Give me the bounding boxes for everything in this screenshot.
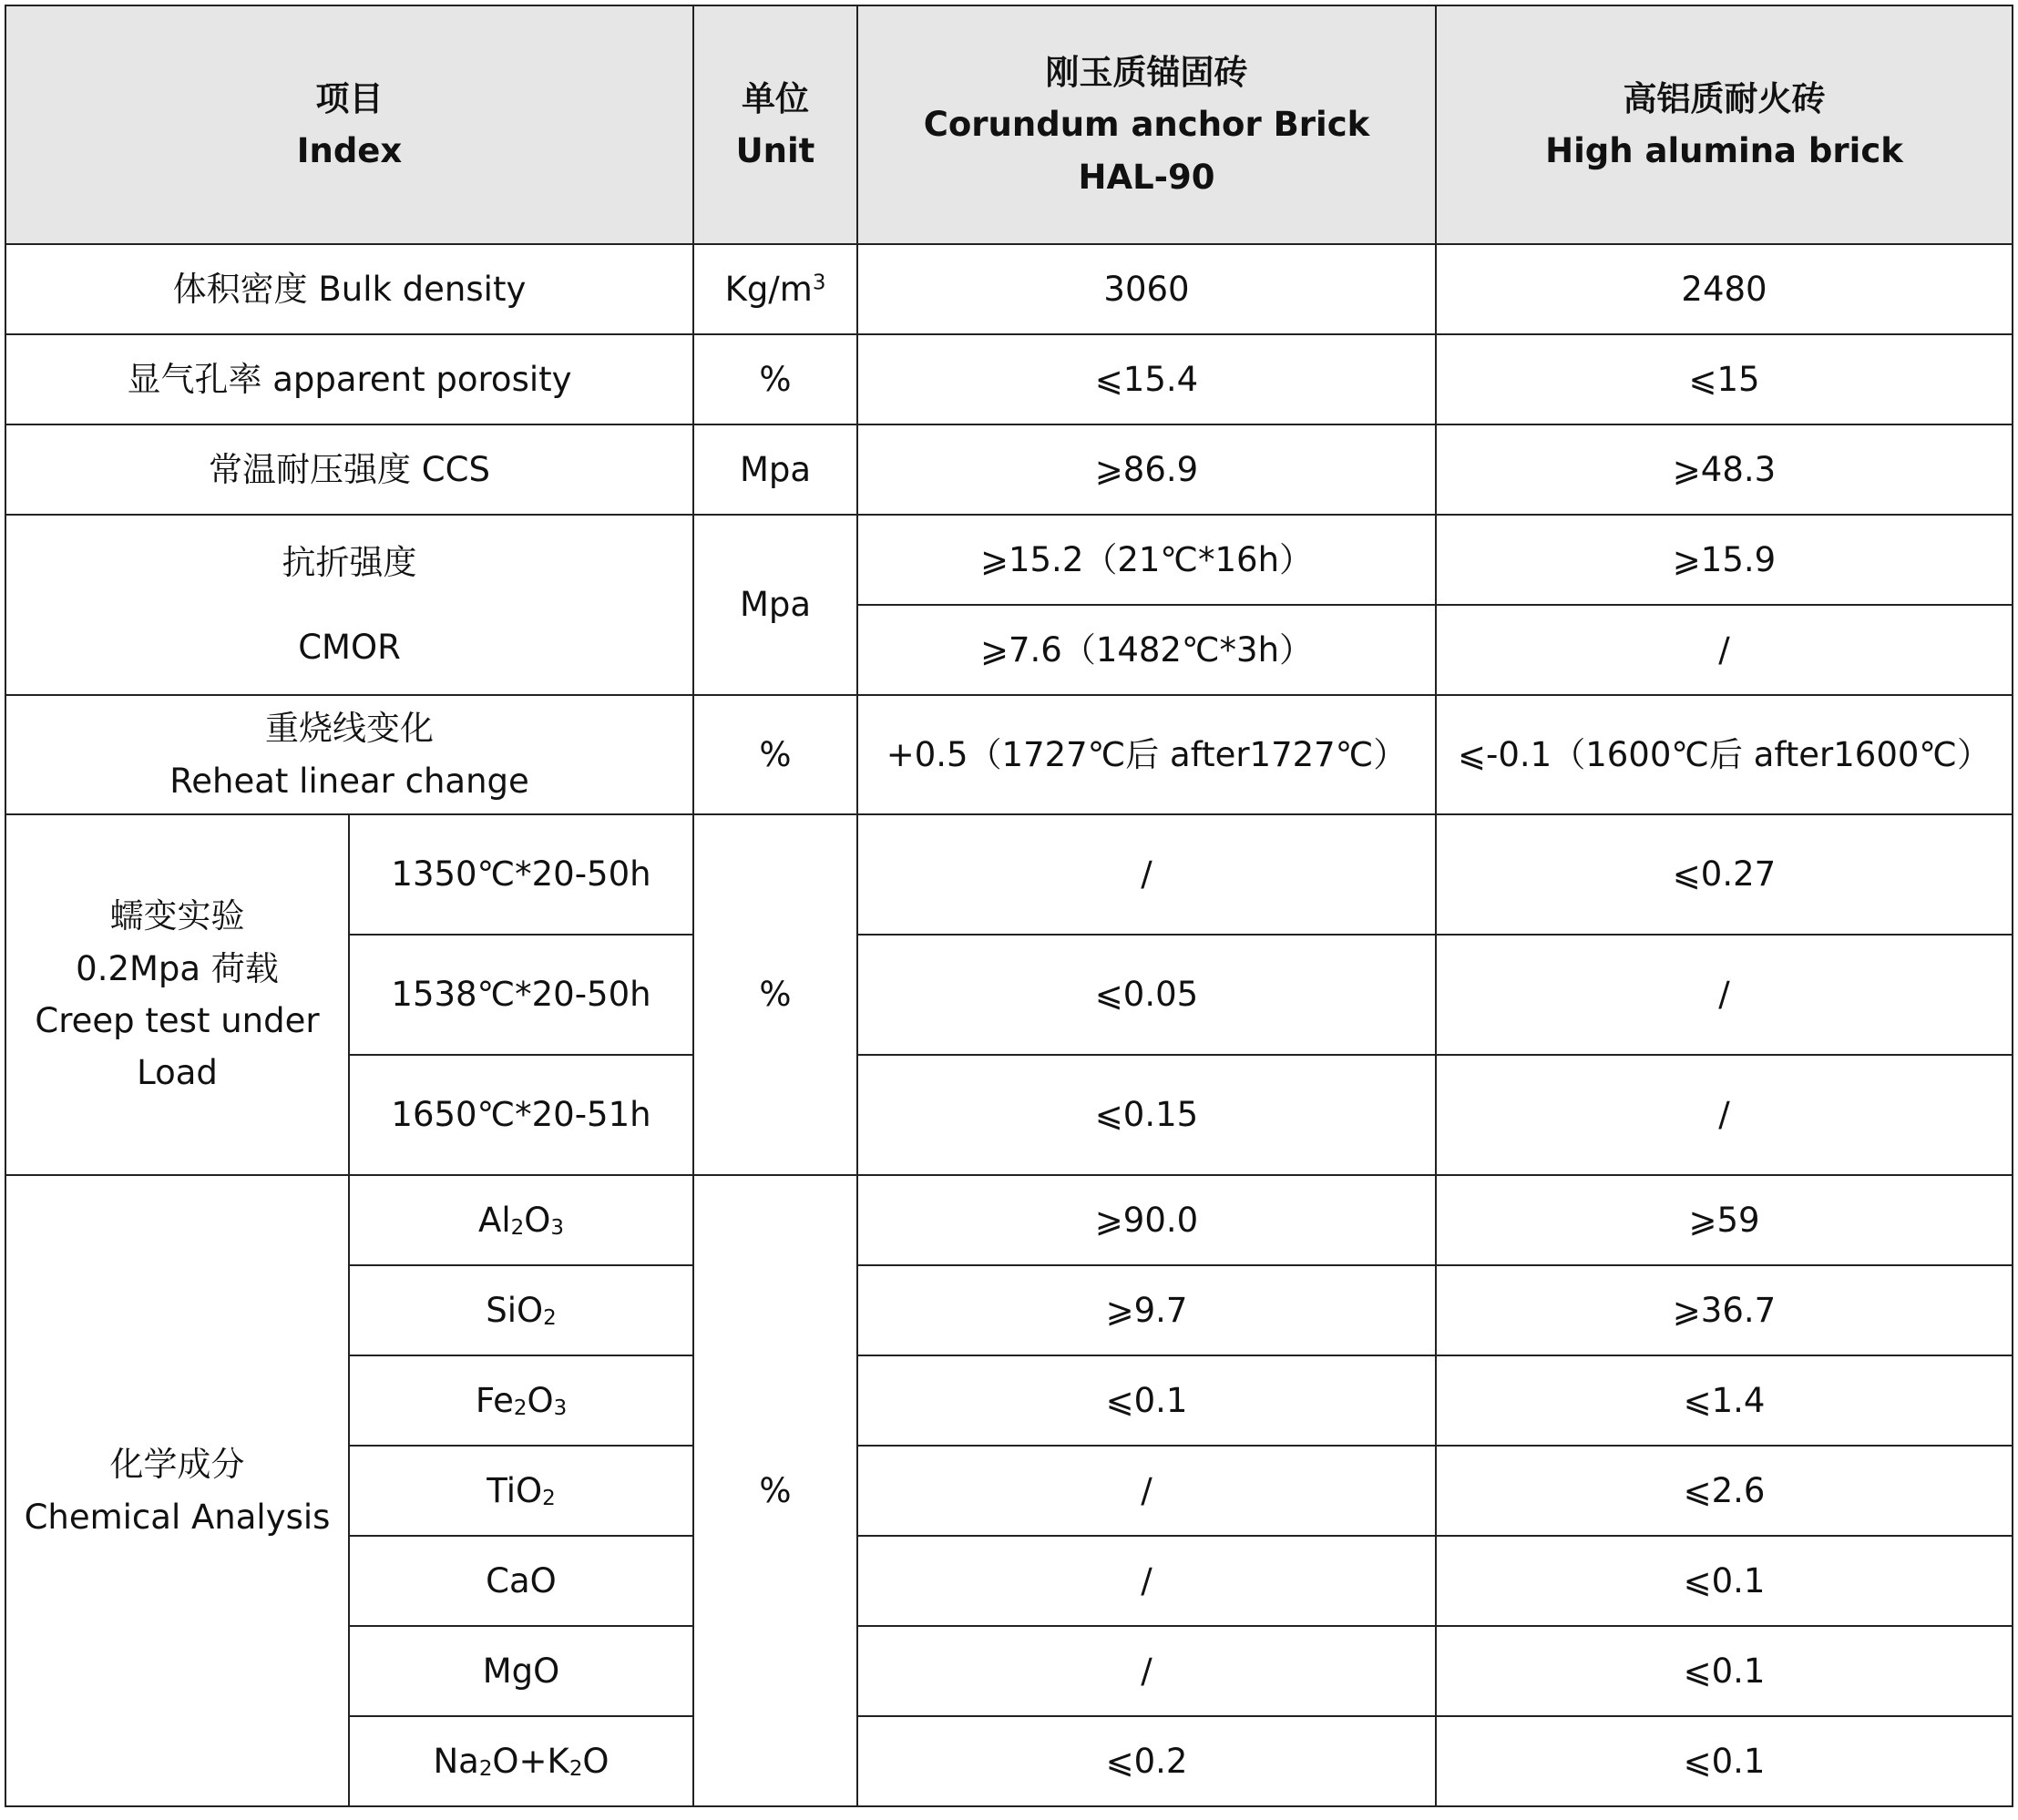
header-col2-en: High alumina brick	[1545, 131, 1903, 170]
reheat-unit: %	[693, 695, 857, 814]
creep-cond-3: 1650℃*20-51h	[349, 1055, 693, 1175]
table-row-porosity	[5, 334, 2013, 424]
creep-unit: %	[693, 814, 857, 1175]
cmor-row1-col2: ⩾15.9	[1436, 515, 2013, 605]
porosity-col1: ⩽15.4	[857, 334, 1436, 424]
porosity-label: 显气孔率 apparent porosity	[5, 334, 693, 424]
ccs-col1: ⩾86.9	[857, 424, 1436, 515]
header-unit-zh: 单位	[742, 78, 809, 118]
chemical-label	[5, 1175, 349, 1806]
cmor-unit: Mpa	[693, 515, 857, 695]
reheat-label-en: Reheat linear change	[169, 761, 529, 801]
header-index-en: Index	[296, 131, 403, 170]
reheat-label	[5, 695, 693, 814]
chem-cao-col2: ⩽0.1	[1436, 1536, 2013, 1626]
cmor-label-zh: 抗折强度	[282, 542, 417, 582]
table-row-chem-al2o3	[5, 1175, 2013, 1265]
chemical-unit: %	[693, 1175, 857, 1806]
chem-sio2-col2: ⩾36.7	[1436, 1265, 2013, 1355]
chem-na2o-k2o-col1: ⩽0.2	[857, 1716, 1436, 1806]
bulk-density-col2: 2480	[1436, 244, 2013, 334]
table-row-creep-1	[5, 814, 2013, 935]
creep-2-col2: /	[1436, 935, 2013, 1055]
creep-3-col1: ⩽0.15	[857, 1055, 1436, 1175]
cmor-row2-col2: /	[1436, 605, 2013, 695]
ccs-unit: Mpa	[693, 424, 857, 515]
chem-formula-al2o3: $Al_2O_3$	[349, 1175, 693, 1265]
header-unit-en: Unit	[735, 131, 815, 170]
chem-fe2o3-col1: ⩽0.1	[857, 1355, 1436, 1446]
creep-cond-2: 1538℃*20-50h	[349, 935, 693, 1055]
chem-tio2-col2: ⩽2.6	[1436, 1446, 2013, 1536]
chem-formula-tio2: TiO$_2$	[349, 1446, 693, 1536]
bulk-density-col1: 3060	[857, 244, 1436, 334]
porosity-unit: %	[693, 334, 857, 424]
creep-cond-1: 1350℃*20-50h	[349, 814, 693, 935]
header-unit	[693, 5, 857, 244]
creep-2-col1: ⩽0.05	[857, 935, 1436, 1055]
chem-tio2-col1: /	[857, 1446, 1436, 1536]
porosity-col2: ⩽15	[1436, 334, 2013, 424]
header-row	[5, 5, 2013, 244]
bulk-density-unit	[693, 244, 857, 334]
ccs-label: 常温耐压强度 CCS	[5, 424, 693, 515]
chem-al2o3-col1: ⩾90.0	[857, 1175, 1436, 1265]
creep-label	[5, 814, 349, 1175]
creep-label-l1: 蠕变实验	[109, 896, 245, 936]
creep-1-col2: ⩽0.27	[1436, 814, 2013, 935]
header-col1-en: Corundum anchor Brick	[923, 105, 1370, 145]
chem-cao-col1: /	[857, 1536, 1436, 1626]
header-col2-zh: 高铝质耐火砖	[1623, 78, 1826, 118]
table-row-reheat	[5, 695, 2013, 814]
creep-3-col2: /	[1436, 1055, 2013, 1175]
header-high-alumina-brick	[1436, 5, 2013, 244]
header-col1-zh: 刚玉质锚固砖	[1045, 52, 1248, 92]
chem-fe2o3-col2: ⩽1.4	[1436, 1355, 2013, 1446]
bulk-density-label: 体积密度 Bulk density	[5, 244, 693, 334]
creep-1-col1: /	[857, 814, 1436, 935]
bulk-density-unit-sup: 3	[812, 271, 826, 295]
cmor-label-en: CMOR	[298, 628, 401, 667]
chem-formula-mgo: MgO	[349, 1626, 693, 1716]
cmor-label	[5, 515, 693, 695]
chemical-label-zh: 化学成分	[109, 1445, 245, 1485]
cmor-row1-col1: ⩾15.2（21℃*16h）	[857, 515, 1436, 605]
header-index	[5, 5, 693, 244]
chem-formula-cao: CaO	[349, 1536, 693, 1626]
reheat-col2: ⩽-0.1（1600℃后 after1600℃）	[1436, 695, 2013, 814]
header-index-zh: 项目	[315, 78, 384, 118]
chem-formula-fe2o3: $Fe_2O_3$	[349, 1355, 693, 1446]
chemical-label-en: Chemical Analysis	[24, 1497, 331, 1537]
chem-na2o-k2o-col2: ⩽0.1	[1436, 1716, 2013, 1806]
chem-al2o3-col2: ⩾59	[1436, 1175, 2013, 1265]
ccs-col2: ⩾48.3	[1436, 424, 2013, 515]
table-row-cmor-1	[5, 515, 2013, 605]
header-corundum-brick	[857, 5, 1436, 244]
chem-formula-na2o-k2o: $Na_2O+K_2O$	[349, 1716, 693, 1806]
chem-formula-sio2: SiO$_2$	[349, 1265, 693, 1355]
creep-label-l2: 0.2Mpa 荷载	[76, 948, 279, 988]
header-col1-code: HAL-90	[1078, 157, 1215, 197]
reheat-label-zh: 重烧线变化	[265, 709, 434, 749]
chem-mgo-col1: /	[857, 1626, 1436, 1716]
spec-table	[5, 5, 2013, 1807]
creep-label-l4: Load	[137, 1053, 218, 1093]
cmor-row2-col1: ⩾7.6（1482℃*3h）	[857, 605, 1436, 695]
bulk-density-unit-base: Kg/m	[724, 269, 813, 309]
chem-sio2-col1: ⩾9.7	[857, 1265, 1436, 1355]
reheat-col1: +0.5（1727℃后 after1727℃）	[857, 695, 1436, 814]
table-row-ccs	[5, 424, 2013, 515]
creep-label-l3: Creep test under	[35, 1001, 320, 1040]
table-row-bulk-density	[5, 244, 2013, 334]
chem-mgo-col2: ⩽0.1	[1436, 1626, 2013, 1716]
